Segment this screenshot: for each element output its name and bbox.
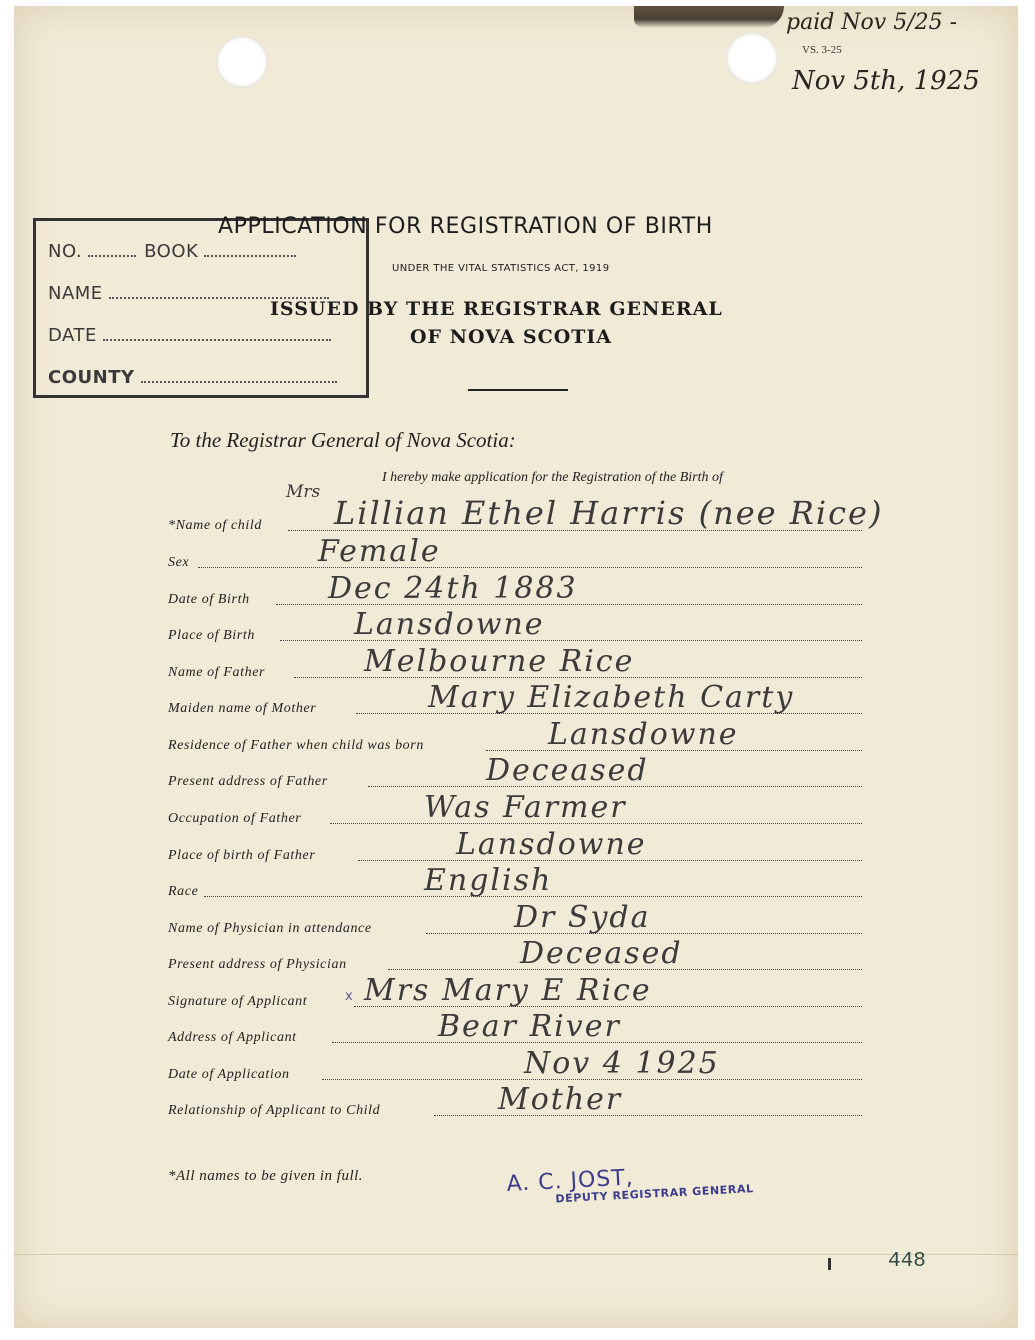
field-maiden-name-of-mother bbox=[168, 680, 862, 717]
field-value: Lillian Ethel Harris (nee Rice) bbox=[334, 494, 884, 532]
stamp-county-label: COUNTY bbox=[48, 367, 135, 388]
field-value: Bear River bbox=[438, 1009, 621, 1044]
field-label: Race bbox=[168, 884, 199, 899]
field-label: Date of Application bbox=[168, 1067, 290, 1082]
field-place-of-birth bbox=[168, 607, 862, 644]
field-value: Lansdowne bbox=[548, 717, 739, 752]
field-value: Lansdowne bbox=[456, 827, 647, 862]
salutation: To the Registrar General of Nova Scotia: bbox=[170, 428, 516, 452]
stamp-no-row bbox=[48, 241, 296, 262]
name-prefix: Mrs bbox=[286, 482, 321, 502]
intro-text: I hereby make application for the Registration of the Birth of bbox=[382, 470, 723, 485]
field-place-of-birth-of-father bbox=[168, 827, 862, 864]
dotted-line bbox=[198, 567, 862, 568]
field-value: English bbox=[424, 863, 553, 898]
issued-by-line-2: OF NOVA SCOTIA bbox=[410, 326, 613, 348]
field-relationship-to-child bbox=[168, 1082, 862, 1119]
field-label: Present address of Physician bbox=[168, 957, 347, 972]
field-label: Place of birth of Father bbox=[168, 848, 316, 863]
field-present-address-of-physician bbox=[168, 936, 862, 973]
dotted-line bbox=[88, 254, 136, 257]
field-value: Dr Syda bbox=[514, 900, 651, 935]
field-date-of-application bbox=[168, 1046, 862, 1083]
field-label: Place of Birth bbox=[168, 628, 255, 643]
field-label: *Name of child bbox=[168, 518, 262, 533]
stamp-official-role: DEPUTY REGISTRAR GENERAL bbox=[555, 1182, 754, 1206]
field-label: Address of Applicant bbox=[168, 1030, 297, 1045]
field-label: Maiden name of Mother bbox=[168, 701, 317, 716]
field-value: Lansdowne bbox=[354, 607, 545, 642]
page-mark bbox=[828, 1258, 831, 1270]
field-label: Name of Father bbox=[168, 665, 266, 680]
field-label: Name of Physician in attendance bbox=[168, 921, 372, 936]
form-title: APPLICATION FOR REGISTRATION OF BIRTH bbox=[218, 214, 713, 239]
stamp-date-row bbox=[48, 325, 331, 346]
field-name-of-physician bbox=[168, 900, 862, 937]
form-subtitle: UNDER THE VITAL STATISTICS ACT, 1919 bbox=[392, 263, 610, 274]
paid-note: paid Nov 5/25 - bbox=[786, 10, 958, 35]
field-sex bbox=[168, 534, 862, 571]
field-label: Residence of Father when child was born bbox=[168, 738, 424, 753]
issued-by-line: ISSUED BY THE REGISTRAR GENERAL bbox=[270, 298, 723, 320]
field-label: Relationship of Applicant to Child bbox=[168, 1103, 381, 1118]
punch-hole bbox=[726, 32, 778, 84]
field-label: Sex bbox=[168, 555, 190, 570]
field-residence-of-father bbox=[168, 717, 862, 754]
field-present-address-of-father bbox=[168, 753, 862, 790]
form-code: VS. 3-25 bbox=[802, 44, 842, 56]
field-value: Female bbox=[318, 534, 441, 569]
footnote: *All names to be given in full. bbox=[168, 1168, 364, 1184]
date-note: Nov 5th, 1925 bbox=[792, 66, 980, 96]
field-occupation-of-father bbox=[168, 790, 862, 827]
signature-mark: x bbox=[345, 989, 353, 1004]
field-value: Nov 4 1925 bbox=[524, 1046, 720, 1081]
stamp-book-label: BOOK bbox=[144, 241, 199, 262]
field-value: Mary Elizabeth Carty bbox=[428, 680, 795, 715]
field-race bbox=[168, 863, 862, 900]
dotted-line bbox=[103, 338, 331, 341]
field-value: Was Farmer bbox=[424, 790, 627, 825]
stamp-date-label: DATE bbox=[48, 325, 97, 346]
field-address-of-applicant bbox=[168, 1009, 862, 1046]
stamp-county-row bbox=[48, 367, 337, 388]
field-date-of-birth bbox=[168, 571, 862, 608]
field-name-of-father bbox=[168, 644, 862, 681]
dotted-line bbox=[204, 254, 296, 257]
punch-hole bbox=[216, 36, 268, 88]
field-label: Date of Birth bbox=[168, 592, 250, 607]
page-number: 448 bbox=[888, 1250, 926, 1273]
field-value: Deceased bbox=[486, 753, 649, 788]
field-signature-of-applicant bbox=[168, 973, 862, 1010]
field-name-of-child bbox=[168, 494, 884, 534]
field-label: Present address of Father bbox=[168, 774, 328, 789]
stamp-official-name: A. C. JOST, bbox=[506, 1165, 635, 1197]
stamp-no-label: NO. bbox=[48, 241, 83, 262]
field-value: Deceased bbox=[520, 936, 683, 971]
title-divider bbox=[468, 389, 568, 391]
torn-edge bbox=[634, 6, 784, 28]
field-value: Mrs Mary E Rice bbox=[364, 973, 652, 1008]
field-label: Signature of Applicant bbox=[168, 994, 308, 1009]
stamp-name-label: NAME bbox=[48, 283, 103, 304]
field-value: Melbourne Rice bbox=[364, 644, 635, 679]
field-value: Mother bbox=[498, 1082, 623, 1117]
dotted-line bbox=[141, 380, 337, 383]
field-label: Occupation of Father bbox=[168, 811, 302, 826]
field-value: Dec 24th 1883 bbox=[328, 571, 578, 606]
